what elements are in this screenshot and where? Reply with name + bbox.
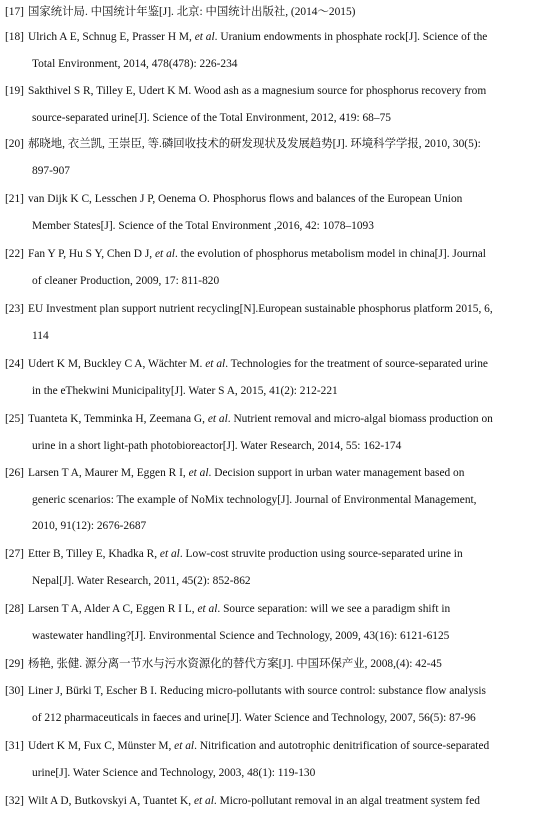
reference-text-continuation: in the eThekwini Municipality[J]. Water S A, 2015, 41(2): 212-221	[32, 384, 338, 397]
reference-31	[5, 733, 535, 786]
reference-number: [32]	[5, 795, 24, 807]
reference-text: Udert K M, Buckley C A, Wächter M. et al. Technologies for the treatment of source-separated urine	[27, 358, 488, 370]
reference-text: Fan Y P, Hu S Y, Chen D J, et al. the evolution of phosphorus metabolism model in china[J]. Journal	[27, 248, 486, 260]
reference-text-continuation: 114	[32, 329, 49, 342]
reference-number: [29]	[5, 658, 24, 670]
reference-text-continuation: 897-907	[32, 164, 70, 177]
reference-number: [19]	[5, 85, 24, 97]
reference-text: Larsen T A, Alder A C, Eggen R I L, et al. Source separation: will we see a paradigm shift in	[27, 603, 451, 615]
reference-20	[5, 131, 535, 184]
reference-number: [26]	[5, 467, 24, 479]
reference-18	[5, 24, 535, 77]
reference-text-continuation: Total Environment, 2014, 478(478): 226-234	[32, 57, 238, 70]
reference-text-continuation: Nepal[J]. Water Research, 2011, 45(2): 852-862	[32, 574, 251, 587]
reference-text: 杨艳, 张健. 源分离一节水与污水资源化的替代方案[J]. 中国环保产业, 2008,(4): 42-45	[27, 658, 442, 670]
reference-text-continuation: generic scenarios: The example of NoMix technology[J]. Journal of Environmental Management,	[32, 493, 477, 506]
reference-text: 国家统计局. 中国统计年鉴[J]. 北京: 中国统计出版社, (2014～2015)	[27, 6, 356, 18]
reference-text: EU Investment plan support nutrient recycling[N].European sustainable phosphorus platform 2015, 6,	[27, 303, 493, 315]
reference-text: Wilt A D, Butkovskyi A, Tuantet K, et al. Micro-pollutant removal in an algal treatment system fed	[27, 795, 480, 807]
reference-number: [30]	[5, 685, 24, 697]
reference-29	[5, 651, 535, 678]
reference-text: Sakthivel S R, Tilley E, Udert K M. Wood ash as a magnesium source for phosphorus recovery from	[27, 85, 487, 97]
reference-27	[5, 541, 535, 594]
reference-text: van Dijk K C, Lesschen J P, Oenema O. Phosphorus flows and balances of the European Union	[27, 193, 463, 205]
reference-22	[5, 241, 535, 294]
reference-text-continuation: urine[J]. Water Science and Technology, 2003, 48(1): 119-130	[32, 766, 316, 779]
reference-text: Larsen T A, Maurer M, Eggen R I, et al. Decision support in urban water management based on	[27, 467, 465, 479]
reference-number: [27]	[5, 548, 24, 560]
reference-number: [24]	[5, 358, 24, 370]
reference-23	[5, 296, 535, 349]
reference-number: [18]	[5, 31, 24, 43]
reference-text-continuation: wastewater handling?[J]. Environmental Science and Technology, 2009, 43(16): 6121-6125	[32, 629, 450, 642]
reference-text: Etter B, Tilley E, Khadka R, et al. Low-cost struvite production using source-separated urine in	[27, 548, 463, 560]
reference-30	[5, 678, 535, 731]
reference-17	[5, 0, 535, 26]
reference-text-continuation: 2010, 91(12): 2676-2687	[32, 520, 147, 532]
reference-number: [25]	[5, 413, 24, 425]
reference-text-continuation: Member States[J]. Science of the Total Environment ,2016, 42: 1078–1093	[32, 219, 374, 232]
reference-number: [21]	[5, 193, 24, 205]
reference-number: [17]	[5, 6, 24, 18]
reference-text: Ulrich A E, Schnug E, Prasser H M, et al. Uranium endowments in phosphate rock[J]. Science of the	[27, 31, 488, 43]
reference-text-continuation: of cleaner Production, 2009, 17: 811-820	[32, 274, 220, 287]
reference-28	[5, 596, 535, 649]
reference-21	[5, 186, 535, 239]
reference-text-continuation: of 212 pharmaceuticals in faeces and urine[J]. Water Science and Technology, 2007, 56(5): 87-96	[32, 711, 476, 724]
reference-text-continuation: source-separated urine[J]. Science of the Total Environment, 2012, 419: 68–75	[32, 111, 391, 124]
reference-number: [31]	[5, 740, 24, 752]
reference-26	[5, 460, 535, 540]
reference-number: [23]	[5, 303, 24, 315]
reference-text: Udert K M, Fux C, Münster M, et al. Nitrification and autotrophic denitrification of source-separated	[27, 740, 490, 752]
reference-text-continuation: urine in a short light-path photobioreactor[J]. Water Research, 2014, 55: 162-174	[32, 439, 402, 452]
reference-number: [28]	[5, 603, 24, 615]
reference-text: Tuanteta K, Temminka H, Zeemana G, et al. Nutrient removal and micro-algal biomass production on	[27, 413, 493, 425]
reference-24	[5, 351, 535, 404]
reference-text: 郝晓地, 衣兰凯, 王崇臣, 等.磷回收技术的研发现状及发展趋势[J]. 环境科学学报, 2010, 30(5):	[27, 138, 481, 150]
reference-number: [20]	[5, 138, 24, 150]
reference-19	[5, 78, 535, 131]
reference-25	[5, 406, 535, 459]
reference-text: Liner J, Bürki T, Escher B I. Reducing micro-pollutants with source control: substance flow analysis	[27, 685, 486, 697]
reference-number: [22]	[5, 248, 24, 260]
